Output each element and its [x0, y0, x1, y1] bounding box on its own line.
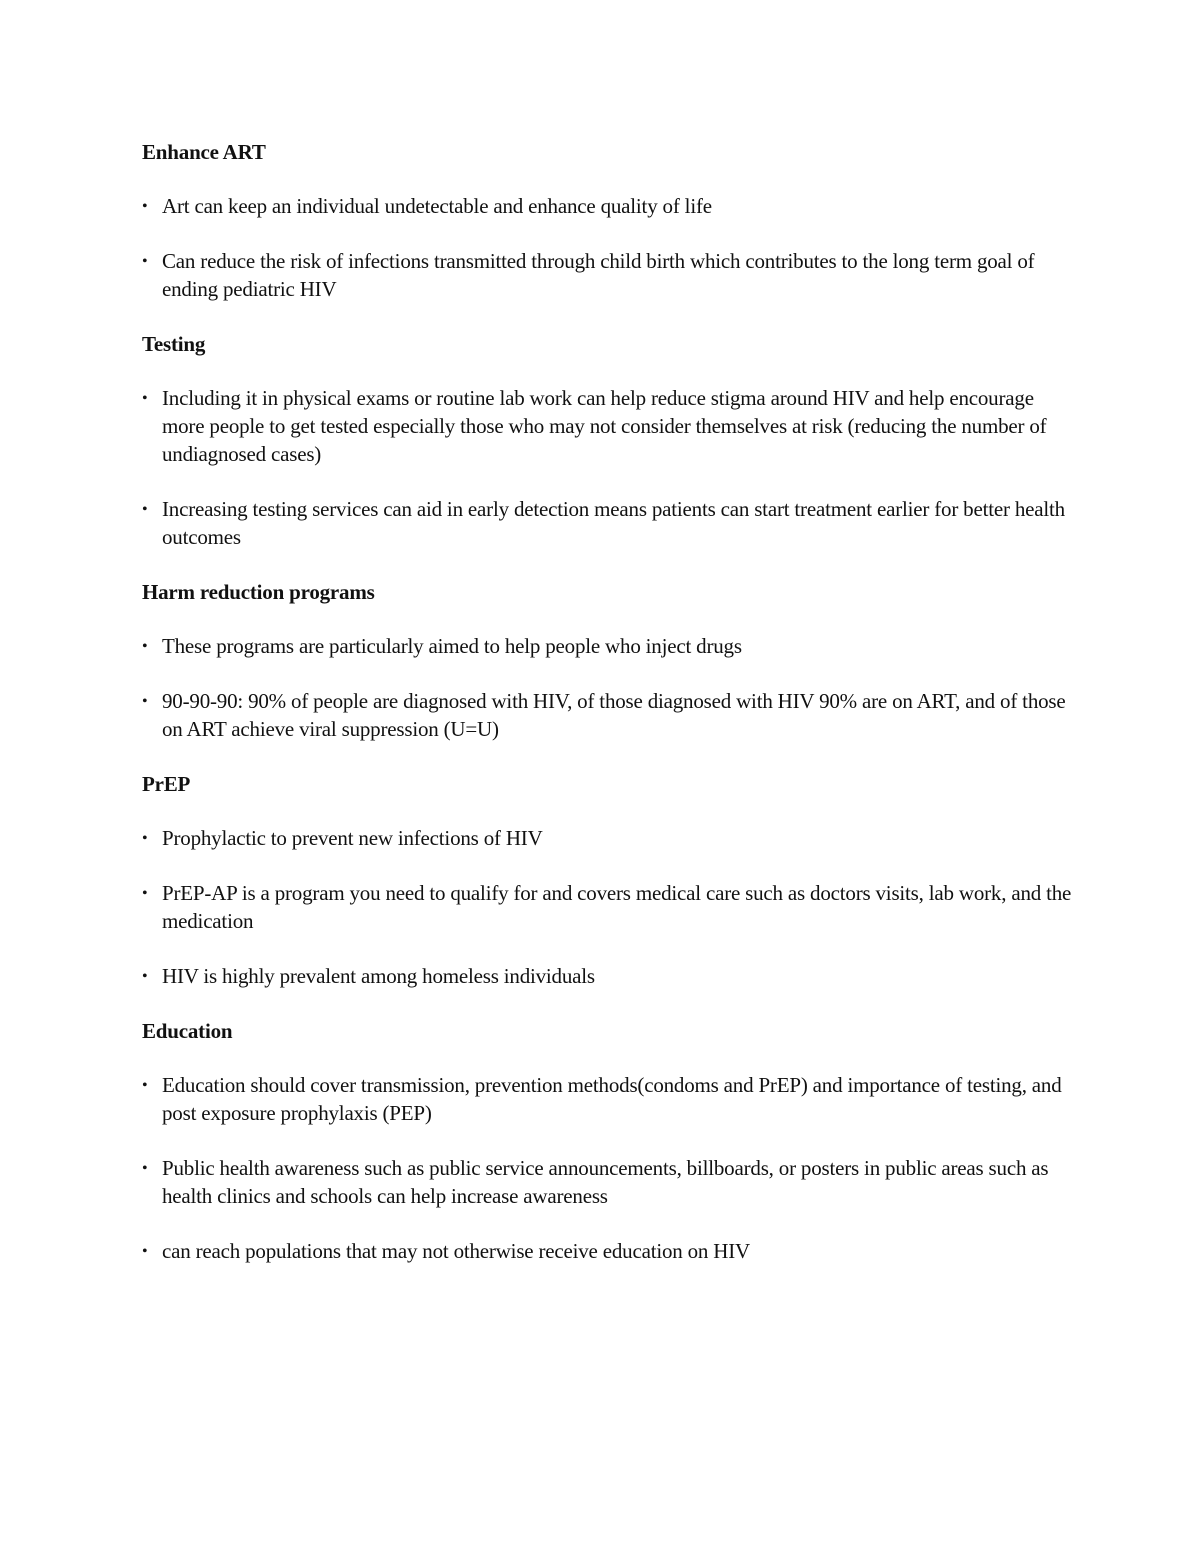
- bullet-icon: •: [142, 1243, 148, 1260]
- list-item-text: Art can keep an individual undetectable and enhance quality of life: [162, 194, 712, 218]
- bullet-icon: •: [142, 968, 148, 985]
- bullet-icon: •: [142, 885, 148, 902]
- list-item: [142, 495, 1072, 551]
- list-item-text: Prophylactic to prevent new infections of HIV: [162, 826, 543, 850]
- bullet-list: [142, 632, 1072, 743]
- list-item-text: PrEP-AP is a program you need to qualify for and covers medical care such as doctors visits, lab work, and the medication: [162, 881, 1072, 933]
- bullet-icon: •: [142, 693, 148, 710]
- section-heading: Harm reduction programs: [142, 580, 375, 604]
- section-education: [142, 1017, 1072, 1265]
- list-item-text: Including it in physical exams or routine lab work can help reduce stigma around HIV and help encourage more people to get tested especially those who may not consider themselves at risk (reducing the number of undiagnosed cases): [162, 386, 1047, 466]
- list-item: [142, 632, 1072, 660]
- bullet-list: [142, 1071, 1072, 1265]
- bullet-list: [142, 384, 1072, 551]
- bullet-list: [142, 192, 1072, 303]
- section-prep: [142, 770, 1072, 990]
- bullet-icon: •: [142, 638, 148, 655]
- bullet-icon: •: [142, 830, 148, 847]
- list-item: [142, 247, 1072, 303]
- section-heading: Testing: [142, 332, 206, 356]
- document-content: [142, 138, 1072, 1292]
- section-testing: [142, 330, 1072, 551]
- list-item: [142, 962, 1072, 990]
- bullet-icon: •: [142, 1160, 148, 1177]
- list-item: [142, 1237, 1072, 1265]
- list-item-text: can reach populations that may not otherwise receive education on HIV: [162, 1239, 750, 1263]
- bullet-icon: •: [142, 390, 148, 407]
- bullet-icon: •: [142, 501, 148, 518]
- list-item: [142, 1154, 1072, 1210]
- list-item-text: 90-90-90: 90% of people are diagnosed with HIV, of those diagnosed with HIV 90% are on ART, and of those on ART achieve viral suppression (U=U): [162, 689, 1066, 741]
- list-item: [142, 824, 1072, 852]
- list-item: [142, 1071, 1072, 1127]
- bullet-list: [142, 824, 1072, 990]
- list-item-text: These programs are particularly aimed to help people who inject drugs: [162, 634, 742, 658]
- list-item: [142, 879, 1072, 935]
- list-item-text: Education should cover transmission, prevention methods(condoms and PrEP) and importance of testing, and post exposure prophylaxis (PEP): [162, 1073, 1062, 1125]
- bullet-icon: •: [142, 198, 148, 215]
- bullet-icon: •: [142, 253, 148, 270]
- section-heading: Education: [142, 1019, 233, 1043]
- section-heading: PrEP: [142, 772, 191, 796]
- list-item-text: Can reduce the risk of infections transmitted through child birth which contributes to the long term goal of ending pediatric HIV: [162, 249, 1035, 301]
- bullet-icon: •: [142, 1077, 148, 1094]
- section-heading: Enhance ART: [142, 140, 266, 164]
- list-item-text: HIV is highly prevalent among homeless individuals: [162, 964, 595, 988]
- section-harm-reduction: [142, 578, 1072, 743]
- list-item: [142, 192, 1072, 220]
- list-item: [142, 384, 1072, 468]
- list-item-text: Increasing testing services can aid in early detection means patients can start treatment earlier for better health outcomes: [162, 497, 1065, 549]
- section-enhance-art: [142, 138, 1072, 303]
- list-item-text: Public health awareness such as public service announcements, billboards, or posters in public areas such as health clinics and schools can help increase awareness: [162, 1156, 1049, 1208]
- list-item: [142, 687, 1072, 743]
